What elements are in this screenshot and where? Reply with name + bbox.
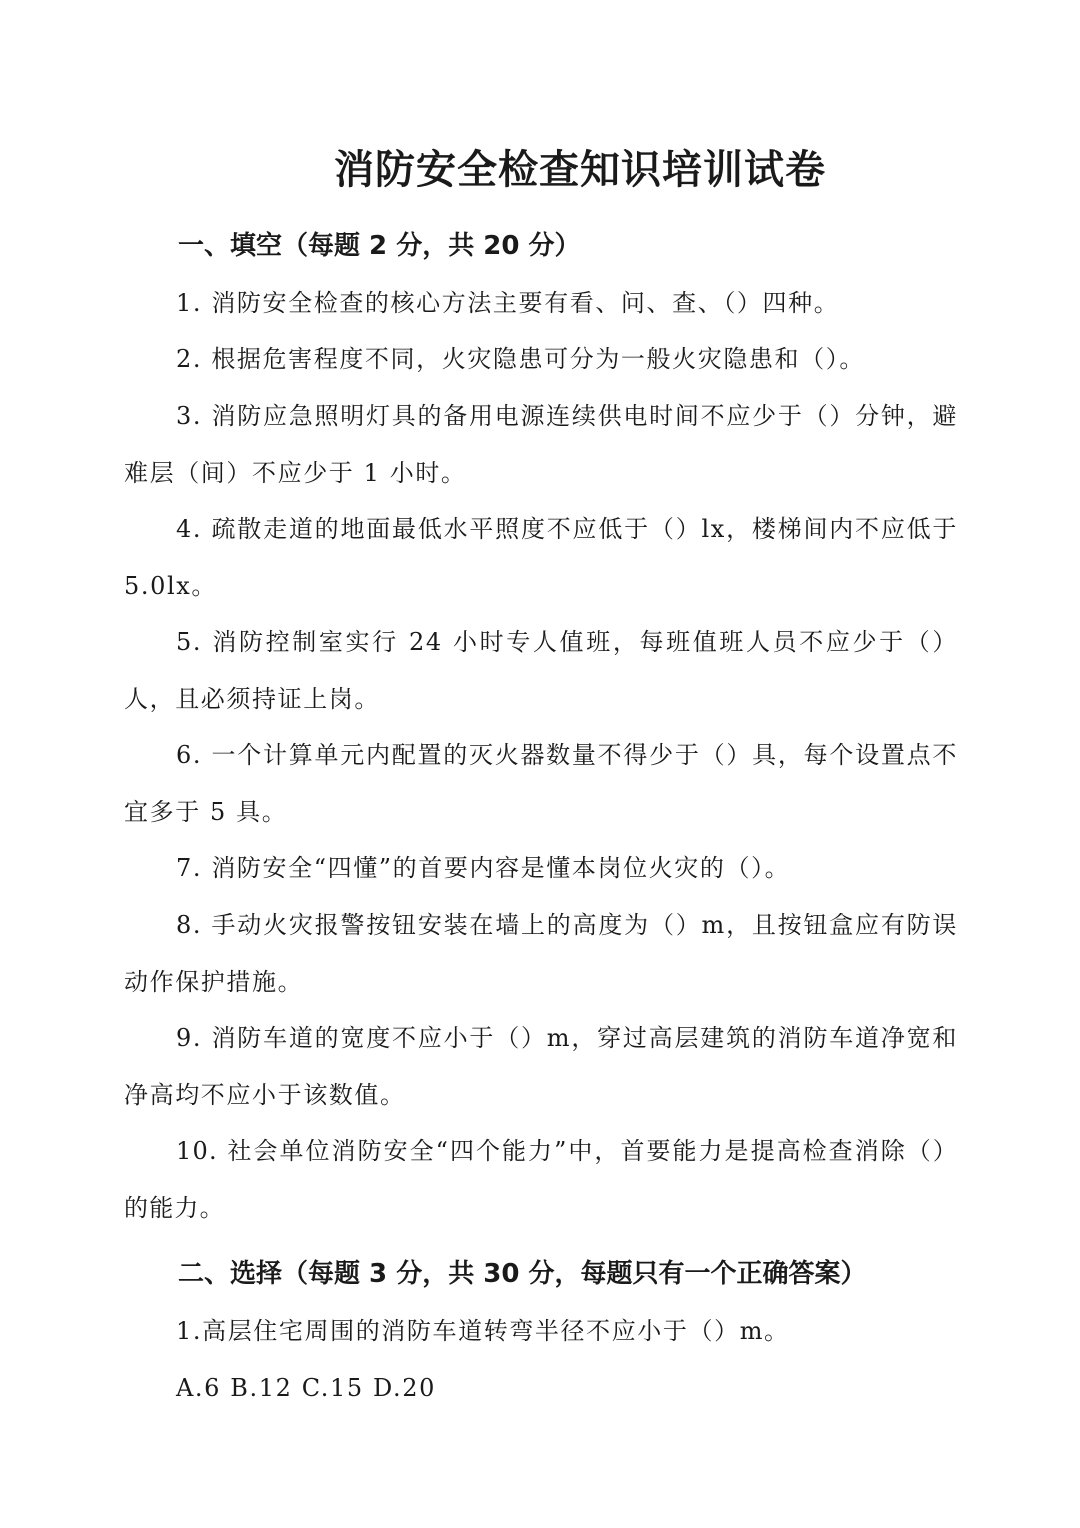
section-heading-choice: 二、选择（每题 3 分，共 30 分，每题只有一个正确答案） <box>178 1259 867 1289</box>
choice-question-1: 1.高层住宅周围的消防车道转弯半径不应小于（）m。 <box>176 1317 790 1345</box>
fill-question-10: 10. 社会单位消防安全“四个能力”中，首要能力是提高检查消除（）的能力。 <box>124 1137 958 1222</box>
fill-question-4: 4. 疏散走道的地面最低水平照度不应低于（）lx，楼梯间内不应低于 5.0lx。 <box>124 515 958 600</box>
fill-question-9: 9. 消防车道的宽度不应小于（）m，穿过高层建筑的消防车道净宽和净高均不应小于该数值。 <box>124 1024 958 1109</box>
section-heading-fill-in: 一、填空（每题 2 分，共 20 分） <box>178 231 581 261</box>
fill-question-7: 7. 消防安全“四懂”的首要内容是懂本岗位火灾的（）。 <box>176 854 791 882</box>
choice-question-1-options: A.6 B.12 C.15 D.20 <box>176 1374 436 1402</box>
fill-question-3: 3. 消防应急照明灯具的备用电源连续供电时间不应少于（）分钟，避难层（间）不应少于 1 小时。 <box>124 402 958 487</box>
fill-question-6: 6. 一个计算单元内配置的灭火器数量不得少于（）具，每个设置点不宜多于 5 具。 <box>124 741 958 826</box>
fill-question-5: 5. 消防控制室实行 24 小时专人值班，每班值班人员不应少于（）人，且必须持证上岗。 <box>124 628 958 713</box>
page-title: 消防安全检查知识培训试卷 <box>334 147 826 193</box>
fill-question-2: 2. 根据危害程度不同，火灾隐患可分为一般火灾隐患和（）。 <box>176 345 865 373</box>
fill-question-8: 8. 手动火灾报警按钮安装在墙上的高度为（）m，且按钮盒应有防误动作保护措施。 <box>124 911 958 996</box>
fill-question-1: 1. 消防安全检查的核心方法主要有看、问、查、（）四种。 <box>176 289 840 317</box>
